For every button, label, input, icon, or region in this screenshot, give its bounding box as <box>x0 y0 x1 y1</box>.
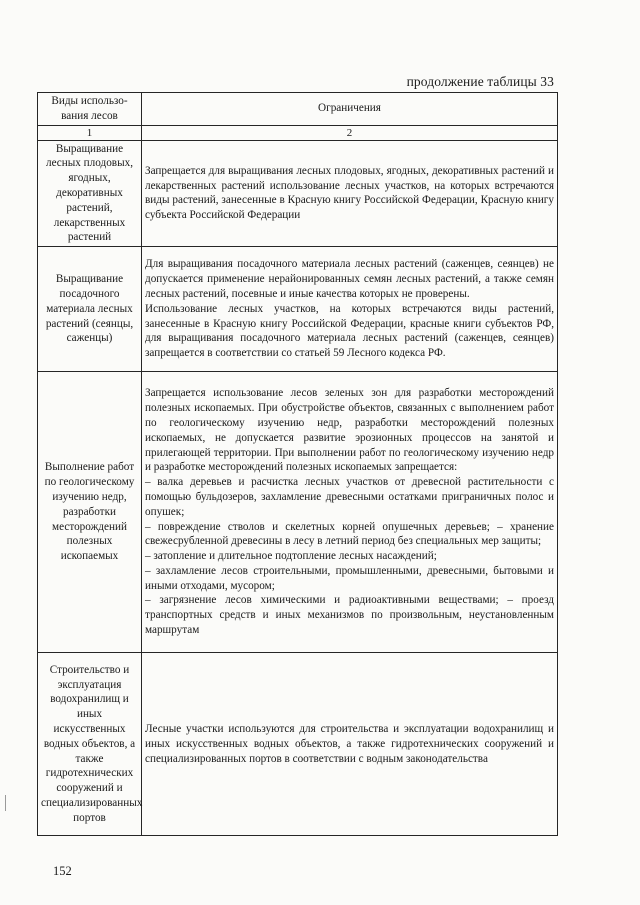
restriction-paragraph: Для выращивания посадочного материала лесных растений (саженцев, сеянцев) не допускается применение нерайонированных семян лесных растений, а также семян лесных растений, посевные и иные качества которых не проверены. <box>145 258 554 300</box>
restriction-text <box>142 372 558 653</box>
restriction-list-item: – затопление и длительное подтопление лесных насаждений; <box>145 550 437 563</box>
restriction-text <box>142 653 558 836</box>
forest-use-type: Выращивание посадочного материала лесных растений (сеянцы, саженцы) <box>38 247 142 372</box>
forest-use-type: Выполнение работ по геологическому изучению недр, разработки месторождений полезных ископаемых <box>38 372 142 653</box>
column-header-restrictions: Ограничения <box>142 93 558 126</box>
table-row <box>38 372 558 653</box>
restriction-paragraph: Лесные участки используются для строительства и эксплуатации водохранилищ и иных искусственных водных объектов, а также гидротехнических сооружений и специализированных портов в соответствии с водным законодательства <box>145 722 554 765</box>
restriction-paragraph: Запрещается для выращивания лесных плодовых, ягодных, декоративных растений и лекарственных растений использование лесных участков, на которых встречаются виды растений, занесенные в Красную книгу Российской Федерации, Красную книгу субъекта Российской Федерации <box>145 164 554 222</box>
column-header-forest-use: Виды использо-вания лесов <box>38 93 142 126</box>
restriction-text <box>142 140 558 246</box>
forest-use-type: Выращивание лесных плодовых, ягодных, декоративных растений, лекарственных растений <box>38 140 142 246</box>
restriction-text <box>142 247 558 372</box>
page-number: 152 <box>53 864 72 878</box>
restriction-list-item: – валка деревьев и расчистка лесных участков от древесной растительности с помощью бульдозеров, захламление древесными остатками приграничных полос и опушек; <box>145 476 554 518</box>
table-row <box>38 140 558 246</box>
scan-margin-mark <box>5 795 6 811</box>
table-header-row <box>38 93 558 126</box>
column-number-2: 2 <box>142 125 558 140</box>
column-number-row <box>38 125 558 140</box>
table-row <box>38 653 558 836</box>
table-row <box>38 247 558 372</box>
forest-use-type: Строительство и эксплуатация водохранилищ и иных искусственных водных объектов, а также гидротехнических сооружений и специализированных портов <box>38 653 142 836</box>
restriction-paragraph: Запрещается использование лесов зеленых зон для разработки месторождений полезных ископаемых. При обустройстве объектов, связанных с выполнением работ по геологическому изучению недр, разработки месторождений полезных ископаемых, не допускается развитие эрозионных процессов на занятой и прилегающей территории. При выполнении работ по геологическому изучению недр и разработке месторождений полезных ископаемых запрещается: <box>145 387 554 474</box>
restrictions-table <box>37 92 558 836</box>
column-number-1: 1 <box>38 125 142 140</box>
table-continuation-caption: продолжение таблицы 33 <box>406 74 554 89</box>
restriction-paragraph: Использование лесных участков, на которых встречаются виды растений, занесенные в Красную книгу Российской Федерации, красные книги субъектов РФ, для выращивания посадочного материала лесных растений (саженцев, сеянцев) запрещается в соответствии со статьей 59 Лесного кодекса РФ. <box>145 302 554 360</box>
restriction-list-item: – загрязнение лесов химическими и радиоактивными веществами; – проезд транспортных средств и иных механизмов по произвольным, неустановленным маршрутам <box>145 594 554 636</box>
restriction-list-item: – захламление лесов строительными, промышленными, древесными, бытовыми и иными отходами, мусором; <box>145 564 554 592</box>
restriction-list-item: – повреждение стволов и скелетных корней опушечных деревьев; – хранение свежесрубленной древесины в лесу в летний период без специальных мер защиты; <box>145 520 554 548</box>
